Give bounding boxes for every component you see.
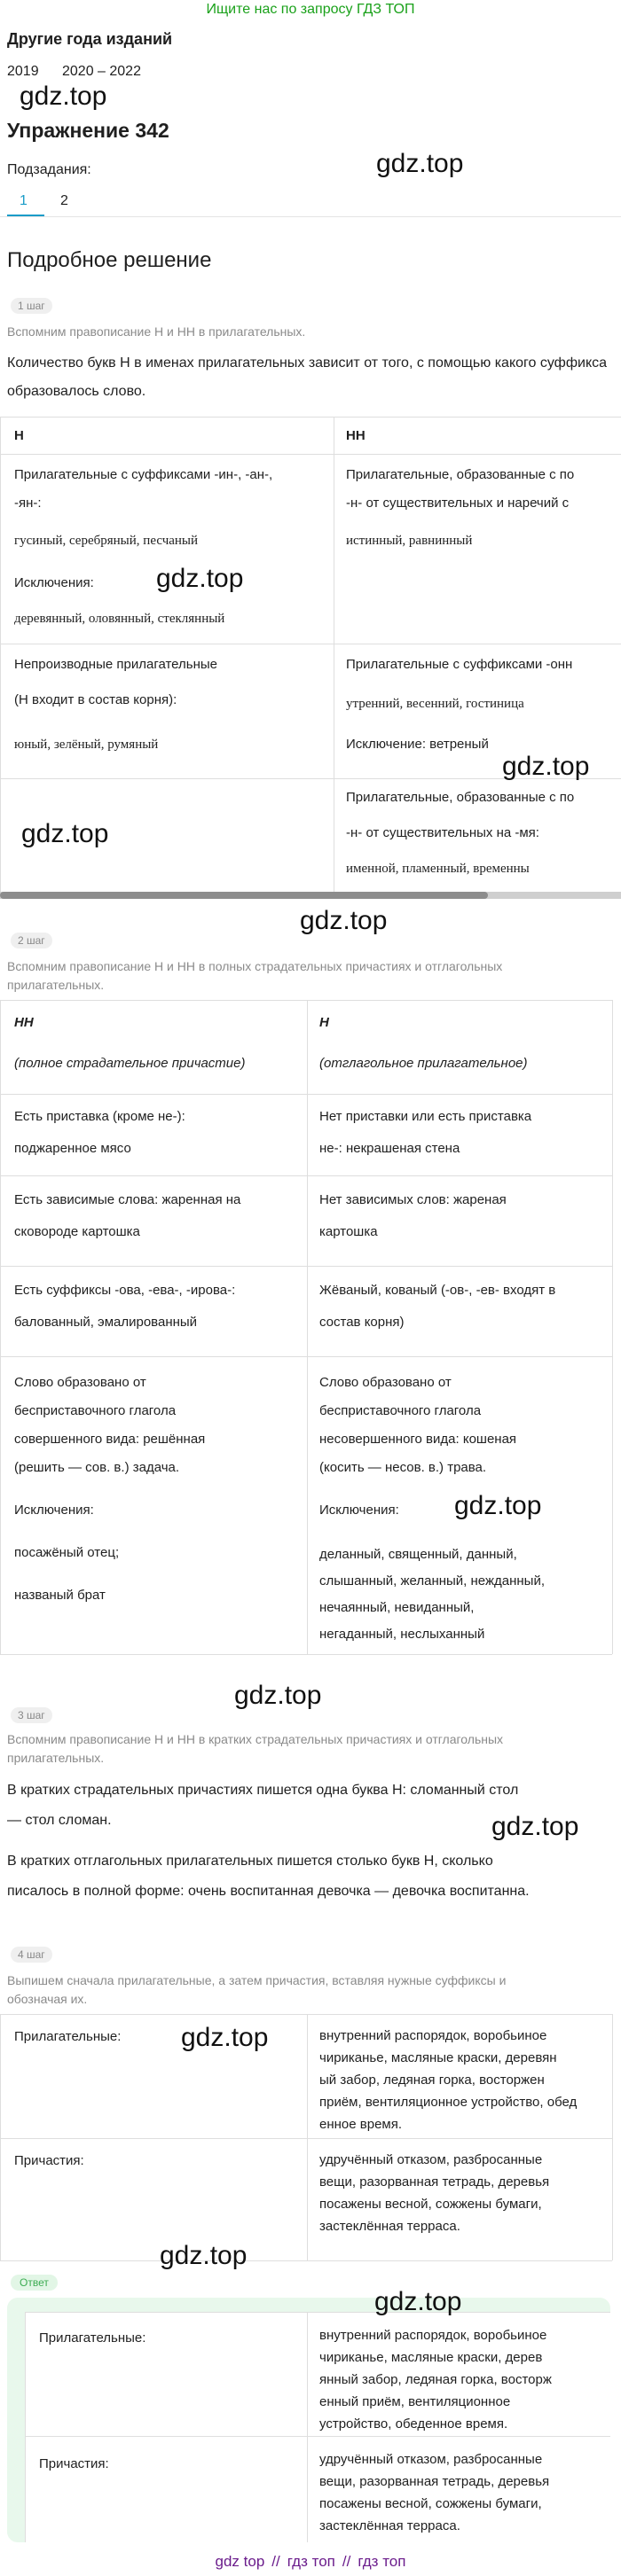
t2-line bbox=[0, 1094, 612, 1095]
t2-r4c2-l7: слышанный, желанный, нежданный, bbox=[319, 1573, 545, 1589]
t1-header-n: Н bbox=[14, 428, 24, 443]
watermark: gdz.top bbox=[300, 906, 388, 935]
t2-line bbox=[612, 1000, 613, 1654]
watermark: gdz.top bbox=[181, 2023, 269, 2052]
t2-r1c1-l1: Есть приставка (кроме не-): bbox=[14, 1109, 185, 1124]
step-4-badge: 4 шаг bbox=[11, 1947, 52, 1963]
ans-line bbox=[25, 2436, 610, 2437]
t2-r4c2-l4: (косить — несов. в.) трава. bbox=[319, 1460, 487, 1475]
t2-r2c1-l2: сковороде картошка bbox=[14, 1224, 140, 1239]
t2-r4c1-l6: посажёный отец; bbox=[14, 1545, 120, 1560]
t2-subheader-nn: (полное страдательное причастие) bbox=[14, 1056, 246, 1071]
step-3-note-line2: прилагательных. bbox=[7, 1751, 105, 1765]
t2-subheader-n: (отглагольное прилагательное) bbox=[319, 1056, 528, 1071]
ans-row2-l1: удручённый отказом, разбросанные bbox=[319, 2452, 543, 2467]
step-4-note-line1: Выпишем сначала прилагательные, а затем причастия, вставляя нужные суффиксы и bbox=[7, 1973, 507, 1987]
year-link-2020-2022[interactable]: 2020 – 2022 bbox=[62, 64, 141, 79]
t1-line bbox=[0, 417, 621, 418]
ans-row2-l3: посажены весной, сожжены бумаги, bbox=[319, 2496, 542, 2511]
t2-r3c2-l1: Жёваный, кованый (-ов-, -ев- входят в bbox=[319, 1283, 556, 1298]
s4-row2-label: Причастия: bbox=[14, 2153, 84, 2168]
step-1-text: Количество букв Н в именах прилагательных зависит от того, с помощью какого суффикса образовалось слово. bbox=[7, 355, 608, 399]
subtask-tab-1[interactable]: 1 bbox=[20, 193, 28, 208]
t4-line bbox=[0, 2260, 612, 2261]
ans-row1-label: Прилагательные: bbox=[39, 2330, 146, 2346]
t2-r4c2-l2: бесприставочного глагола bbox=[319, 1403, 482, 1418]
t2-r3c2-l2: состав корня) bbox=[319, 1315, 405, 1330]
t2-line bbox=[0, 1654, 612, 1655]
watermark: gdz.top bbox=[21, 819, 109, 848]
ans-row2-label: Причастия: bbox=[39, 2456, 109, 2471]
t1-line bbox=[0, 454, 621, 455]
t2-r4c1-l2: бесприставочного глагола bbox=[14, 1403, 177, 1418]
step-1-note: Вспомним правописание Н и НН в прилагательных. bbox=[7, 324, 306, 339]
t2-header-nn: НН bbox=[14, 1015, 34, 1030]
t4-line bbox=[307, 2014, 308, 2260]
step-2-badge: 2 шаг bbox=[11, 933, 52, 948]
t2-r4c1-l5: Исключения: bbox=[14, 1503, 94, 1518]
step-2-note-line2: прилагательных. bbox=[7, 978, 105, 992]
watermark: gdz.top bbox=[454, 1491, 542, 1520]
t2-r4c2-l9: негаданный, неслыханный bbox=[319, 1627, 485, 1642]
ans-row1-l4: енный приём, вентиляционное bbox=[319, 2394, 511, 2409]
other-years-title: Другие года изданий bbox=[7, 30, 173, 48]
t4-line bbox=[0, 2014, 612, 2015]
footer-link-1[interactable]: gdz top bbox=[215, 2553, 265, 2570]
ans-line bbox=[307, 2312, 308, 2542]
step-3-p2-line2: писалось в полной форме: очень воспитанная девочка — девочка воспитанна. bbox=[7, 1884, 530, 1899]
step-3-p1-line2: — стол сломан. bbox=[7, 1813, 112, 1828]
watermark: gdz.top bbox=[502, 752, 590, 781]
watermark: gdz.top bbox=[491, 1812, 579, 1841]
footer-sep: // bbox=[342, 2553, 351, 2570]
footer-link-3[interactable]: гдз топ bbox=[358, 2553, 406, 2570]
t1-r2c1-line1: Непроизводные прилагательные bbox=[14, 657, 217, 672]
t2-line bbox=[0, 1175, 612, 1176]
t1-r1c1-exceptions-label: Исключения: bbox=[14, 575, 94, 590]
t1-r2c1-examples: юный, зелёный, румяный bbox=[14, 738, 159, 752]
s4-row2-l1: удручённый отказом, разбросанные bbox=[319, 2152, 543, 2167]
s4-row1-l5: енное время. bbox=[319, 2117, 403, 2132]
footer-sep: // bbox=[271, 2553, 280, 2570]
t2-r2c2-l2: картошка bbox=[319, 1224, 378, 1239]
t2-r4c1-l7: названый брат bbox=[14, 1588, 106, 1603]
t2-r4c1-l3: совершенного вида: решённая bbox=[14, 1432, 206, 1447]
t4-line bbox=[0, 2014, 1, 2260]
t1-r3c2-line2: -н- от существительных на -мя: bbox=[346, 825, 539, 840]
t1-line bbox=[0, 417, 1, 892]
t1-r2c2-examples: утренний, весенний, гостиница bbox=[346, 697, 524, 711]
t1-r1c1-line2: -ян-: bbox=[14, 496, 42, 511]
watermark: gdz.top bbox=[234, 1681, 322, 1710]
s4-row1-label: Прилагательные: bbox=[14, 2029, 122, 2044]
s4-row1-l4: приём, вентиляционное устройство, обед bbox=[319, 2095, 578, 2110]
subtask-tab-2[interactable]: 2 bbox=[60, 193, 68, 208]
t2-line bbox=[0, 1356, 612, 1357]
t2-r4c1-l4: (решить — сов. в.) задача. bbox=[14, 1460, 180, 1475]
t1-r1c1-exceptions: деревянный, оловянный, стеклянный bbox=[14, 612, 225, 626]
table-scrollbar-thumb[interactable] bbox=[0, 892, 488, 899]
t2-r2c1-l1: Есть зависимые слова: жаренная на bbox=[14, 1192, 241, 1207]
t1-r2c1-line2: (Н входит в состав корня): bbox=[14, 692, 177, 707]
s4-row2-l4: застеклённая терраса. bbox=[319, 2219, 460, 2234]
step-3-p1-line1: В кратких страдательных причастиях пишется одна буква Н: сломанный стол bbox=[7, 1783, 519, 1798]
s4-row1-l3: ый забор, ледяная горка, восторжен bbox=[319, 2073, 545, 2088]
ans-row1-l5: устройство, обеденное время. bbox=[319, 2416, 508, 2432]
step-3-badge: 3 шаг bbox=[11, 1707, 52, 1723]
t2-r4c1-l1: Слово образовано от bbox=[14, 1375, 146, 1390]
t2-r4c2-l3: несовершенного вида: кошеная bbox=[319, 1432, 517, 1447]
t4-line bbox=[612, 2014, 613, 2260]
ans-row2-l4: застеклённая терраса. bbox=[319, 2518, 460, 2533]
s4-row1-l2: чириканье, масляные краски, деревян bbox=[319, 2050, 557, 2065]
s4-row2-l3: посажены весной, сожжены бумаги, bbox=[319, 2197, 542, 2212]
watermark: gdz.top bbox=[376, 149, 464, 178]
t2-line bbox=[307, 1000, 308, 1654]
ans-row1-l2: чириканье, масляные краски, дерев bbox=[319, 2350, 543, 2365]
t2-r4c2-l8: нечаянный, невиданный, bbox=[319, 1600, 475, 1615]
t2-r1c2-l1: Нет приставки или есть приставка bbox=[319, 1109, 532, 1124]
t2-line bbox=[0, 1000, 1, 1654]
t2-line bbox=[0, 1266, 612, 1267]
ans-row1-l1: внутренний распорядок, воробьиное bbox=[319, 2328, 547, 2343]
step-3-note-line1: Вспомним правописание Н и НН в кратких страдательных причастиях и отглагольных bbox=[7, 1732, 504, 1746]
footer-link-2[interactable]: гдз топ bbox=[287, 2553, 335, 2570]
year-link-2019[interactable]: 2019 bbox=[7, 64, 39, 79]
ans-row2-l2: вещи, разорванная тетрадь, деревья bbox=[319, 2474, 550, 2489]
watermark: gdz.top bbox=[156, 564, 244, 593]
s4-row2-l2: вещи, разорванная тетрадь, деревья bbox=[319, 2174, 550, 2190]
t2-r1c1-l2: поджаренное мясо bbox=[14, 1141, 131, 1156]
s4-row1-l1: внутренний распорядок, воробьиное bbox=[319, 2028, 547, 2043]
watermark: gdz.top bbox=[160, 2241, 248, 2270]
t1-r1c2-line2: -н- от существительных и наречий с bbox=[346, 496, 570, 511]
t2-header-n: Н bbox=[319, 1015, 329, 1030]
footer-links bbox=[0, 2548, 621, 2576]
t1-r1c2-line1: Прилагательные, образованные с по bbox=[346, 467, 575, 482]
step-4-note-line2: обозначая их. bbox=[7, 1992, 88, 2006]
t1-r1c2-examples: истинный, равнинный bbox=[346, 534, 473, 548]
t1-r1c1-examples: гусиный, серебряный, песчаный bbox=[14, 534, 199, 548]
exercise-title: Упражнение 342 bbox=[7, 119, 169, 142]
t2-r4c2-l6: деланный, священный, данный, bbox=[319, 1547, 517, 1562]
solution-title: Подробное решение bbox=[7, 248, 212, 272]
ans-line bbox=[25, 2312, 610, 2313]
t1-header-nn: НН bbox=[346, 428, 366, 443]
t1-r1c1-line1: Прилагательные с суффиксами -ин-, -ан-, bbox=[14, 467, 273, 482]
step-3-p2-line1: В кратких отглагольных прилагательных пишется столько букв Н, сколько bbox=[7, 1854, 493, 1869]
t1-r3c2-examples: именной, пламенный, временны bbox=[346, 862, 530, 876]
t1-r2c2-line1: Прилагательные с суффиксами -онн bbox=[346, 657, 573, 672]
step-1-badge: 1 шаг bbox=[11, 298, 52, 314]
tabs-divider bbox=[0, 216, 621, 217]
t2-r3c1-l2: балованный, эмалированный bbox=[14, 1315, 198, 1330]
t4-line bbox=[0, 2138, 612, 2139]
watermark: gdz.top bbox=[20, 82, 107, 111]
step-2-note-line1: Вспомним правописание Н и НН в полных страдательных причастиях и отглагольных bbox=[7, 959, 503, 973]
t2-r4c2-l5: Исключения: bbox=[319, 1503, 399, 1518]
t1-r2c2-exception: Исключение: ветреный bbox=[346, 737, 489, 752]
t2-line bbox=[0, 1000, 612, 1001]
t2-r1c2-l2: не-: некрашеная стена bbox=[319, 1141, 460, 1156]
answer-badge: Ответ bbox=[11, 2275, 58, 2291]
t2-r2c2-l1: Нет зависимых слов: жареная bbox=[319, 1192, 507, 1207]
ans-row1-l3: янный забор, ледяная горка, восторж bbox=[319, 2372, 552, 2387]
t1-r3c2-line1: Прилагательные, образованные с по bbox=[346, 790, 575, 805]
ans-line bbox=[25, 2312, 26, 2542]
watermark: gdz.top bbox=[374, 2287, 462, 2316]
subtasks-label: Подзадания: bbox=[7, 162, 91, 177]
top-notice[interactable]: Ищите нас по запросу ГДЗ ТОП bbox=[206, 2, 415, 17]
t2-r3c1-l1: Есть суффиксы -ова, -ева-, -ирова-: bbox=[14, 1283, 236, 1298]
t2-r4c2-l1: Слово образовано от bbox=[319, 1375, 452, 1390]
